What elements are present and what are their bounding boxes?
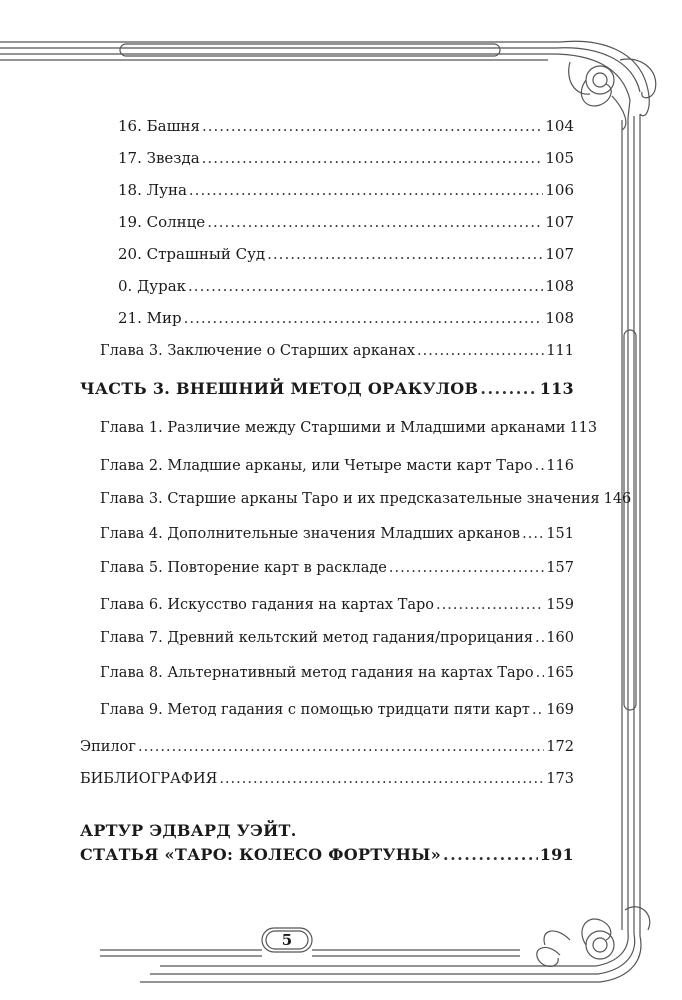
entry-page: 159 bbox=[546, 597, 574, 613]
entry-page: 108 bbox=[545, 309, 574, 327]
leader-dots bbox=[184, 309, 544, 327]
leader-dots bbox=[219, 770, 544, 788]
toc-entry[interactable] bbox=[118, 277, 574, 295]
toc-bibliography-entry[interactable] bbox=[80, 770, 574, 788]
entry-title: Глава 6. Искусство гадания на картах Таро bbox=[100, 597, 435, 613]
leader-dots bbox=[480, 380, 537, 398]
entry-title: Глава 4. Дополнительные значения Младших арканов bbox=[100, 526, 521, 542]
entry-title: Глава 5. Повторение карт в раскладе bbox=[100, 560, 387, 576]
leader-dots bbox=[202, 149, 544, 167]
part-title: ЧАСТЬ 3. ВНЕШНИЙ МЕТОД ОРАКУЛОВ bbox=[80, 379, 479, 398]
toc-chapter-entry[interactable] bbox=[100, 457, 574, 475]
entry-page: 107 bbox=[545, 245, 574, 263]
leader-dots bbox=[267, 245, 543, 263]
toc-chapter-entry[interactable] bbox=[100, 525, 574, 543]
part-page: 113 bbox=[539, 379, 574, 398]
entry-page: 104 bbox=[545, 117, 574, 135]
page-number: 5 bbox=[281, 931, 293, 949]
toc-chapter-entry[interactable] bbox=[100, 701, 574, 719]
entry-title: 16. Башня bbox=[118, 117, 200, 135]
entry-page: 116 bbox=[546, 458, 574, 474]
entry-title: Глава 8. Альтернативный метод гадания на картах Таро bbox=[100, 665, 534, 681]
entry-page: 111 bbox=[546, 343, 574, 359]
entry-title: 17. Звезда bbox=[118, 149, 200, 167]
appendix-page: 191 bbox=[539, 845, 574, 864]
entry-title: 20. Страшный Суд bbox=[118, 245, 266, 263]
leader-dots bbox=[389, 559, 544, 577]
entry-page: 107 bbox=[545, 213, 574, 231]
toc-entry[interactable] bbox=[118, 181, 574, 199]
entry-title: Глава 9. Метод гадания с помощью тридцати пяти карт bbox=[100, 702, 530, 718]
entry-page: 173 bbox=[546, 771, 574, 787]
entry-title: 21. Мир bbox=[118, 309, 182, 327]
leader-dots bbox=[535, 457, 545, 475]
leader-dots bbox=[189, 181, 543, 199]
toc-chapter-entry[interactable] bbox=[100, 419, 598, 437]
entry-page: 160 bbox=[546, 630, 574, 646]
entry-title: Глава 3. Старшие арканы Таро и их предсказательные значения bbox=[100, 491, 600, 507]
leader-dots bbox=[138, 738, 544, 756]
toc-chapter-entry[interactable] bbox=[100, 490, 632, 508]
toc-chapter-entry[interactable] bbox=[100, 664, 574, 682]
toc-part-heading[interactable] bbox=[80, 380, 574, 398]
toc-chapter-entry[interactable] bbox=[100, 559, 574, 577]
entry-page: 108 bbox=[545, 277, 574, 295]
entry-page: 106 bbox=[545, 181, 574, 199]
leader-dots bbox=[207, 213, 543, 231]
entry-title: Глава 7. Древний кельтский метод гадания/прорицания bbox=[100, 630, 534, 646]
leader-dots bbox=[532, 701, 544, 719]
toc-chapter-entry[interactable] bbox=[100, 342, 574, 360]
leader-dots bbox=[522, 525, 544, 543]
entry-title: Эпилог bbox=[80, 739, 136, 755]
toc-epilogue-entry[interactable] bbox=[80, 738, 574, 756]
leader-dots bbox=[535, 629, 544, 647]
entry-page: 113 bbox=[569, 420, 598, 436]
leader-dots bbox=[443, 846, 538, 864]
toc-chapter-entry[interactable] bbox=[100, 596, 574, 614]
entry-page: 105 bbox=[545, 149, 574, 167]
toc-appendix-entry[interactable] bbox=[80, 846, 574, 864]
entry-title: Глава 2. Младшие арканы, или Четыре масти карт Таро bbox=[100, 458, 533, 474]
appendix-author: АРТУР ЭДВАРД УЭЙТ. bbox=[80, 821, 297, 840]
entry-title: Глава 3. Заключение о Старших арканах bbox=[100, 343, 416, 359]
entry-page: 151 bbox=[546, 526, 574, 542]
toc-entry[interactable] bbox=[118, 245, 574, 263]
leader-dots bbox=[436, 596, 544, 614]
leader-dots bbox=[536, 664, 545, 682]
leader-dots bbox=[188, 277, 543, 295]
entry-title: 0. Дурак bbox=[118, 277, 187, 295]
entry-page: 157 bbox=[546, 560, 574, 576]
toc-entry[interactable] bbox=[118, 309, 574, 327]
entry-title: Глава 1. Различие между Старшими и Младшими арканами bbox=[100, 420, 566, 436]
entry-page: 165 bbox=[546, 665, 574, 681]
entry-page: 172 bbox=[546, 739, 574, 755]
entry-title: 18. Луна bbox=[118, 181, 187, 199]
leader-dots bbox=[417, 342, 544, 360]
toc-entry[interactable] bbox=[118, 149, 574, 167]
entry-title: БИБЛИОГРАФИЯ bbox=[80, 771, 218, 787]
entry-title: 19. Солнце bbox=[118, 213, 206, 231]
toc-chapter-entry[interactable] bbox=[100, 629, 574, 647]
entry-page: 169 bbox=[546, 702, 574, 718]
leader-dots bbox=[202, 117, 543, 135]
appendix-title: СТАТЬЯ «ТАРО: КОЛЕСО ФОРТУНЫ» bbox=[80, 845, 442, 864]
toc-entry[interactable] bbox=[118, 213, 574, 231]
entry-page: 146 bbox=[603, 491, 632, 507]
toc-entry[interactable] bbox=[118, 117, 574, 135]
